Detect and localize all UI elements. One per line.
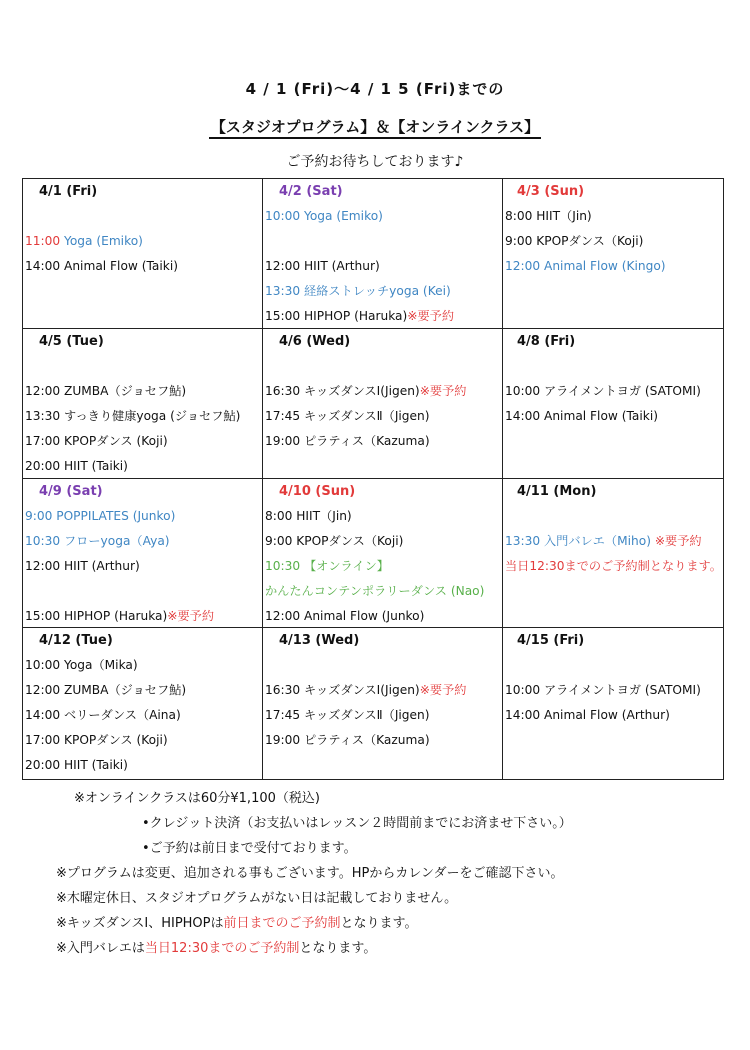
class-entry xyxy=(25,728,168,753)
class-entry xyxy=(25,504,175,529)
note-text: ※プログラムは変更、追加される事もございます。HPからカレンダーをご確認下さい。 xyxy=(56,866,564,881)
note-line xyxy=(142,811,572,836)
class-text: 13:30 経絡ストレッチyoga (Kei) xyxy=(265,284,451,298)
class-entry xyxy=(265,279,451,304)
note-text: •ご予約は前日まで受付ております。 xyxy=(142,841,357,856)
cell-date: 4/15 (Fri) xyxy=(517,633,585,648)
schedule-cell xyxy=(503,628,723,779)
class-text: 12:00 ZUMBA（ジョセフ鮎) xyxy=(25,384,187,398)
class-entry xyxy=(25,703,181,728)
class-text: 20:00 HIIT (Taiki) xyxy=(25,459,128,473)
note-line xyxy=(74,786,320,811)
note-text: となります。 xyxy=(299,941,377,956)
class-entry xyxy=(265,379,466,404)
cell-date: 4/5 (Tue) xyxy=(39,334,104,349)
cell-date: 4/13 (Wed) xyxy=(279,633,360,648)
schedule-cell xyxy=(263,628,503,779)
class-entry xyxy=(265,728,430,753)
class-entry xyxy=(505,254,666,279)
class-time: 11:00 xyxy=(25,234,61,248)
class-entry xyxy=(265,504,352,529)
cell-date: 4/10 (Sun) xyxy=(279,484,356,499)
note-text: ※入門バレエは xyxy=(56,941,145,956)
note-line xyxy=(56,936,376,961)
class-text: 9:00 KPOPダンス（Koji) xyxy=(265,534,404,548)
note-line xyxy=(142,836,357,861)
class-text: 16:30 キッズダンスⅠ(Jigen) xyxy=(265,683,420,697)
reservation-message: ご予約お待ちしております♪ xyxy=(286,154,464,170)
note-line xyxy=(56,861,564,886)
schedule-cell xyxy=(503,329,723,479)
class-text: 12:00 HIIT (Arthur) xyxy=(25,559,140,573)
schedule-table xyxy=(22,178,724,780)
class-entry xyxy=(505,678,701,703)
class-text: 10:00 Yoga (Emiko) xyxy=(265,209,383,223)
class-entry xyxy=(25,379,186,404)
page-title: 4 / 1 (Fri)～4 / 1 5 (Fri)までの xyxy=(245,80,505,98)
class-text: 8:00 HIIT（Jin) xyxy=(505,209,592,223)
class-text: 14:00 ベリーダンス（Aina) xyxy=(25,708,181,722)
note-text: ※キッズダンスⅠ、HIPHOPは xyxy=(56,916,224,931)
reservation-required-note: ※要予約 xyxy=(650,534,702,548)
cell-date: 4/11 (Mon) xyxy=(517,484,597,499)
class-text: 9:00 KPOPダンス（Koji) xyxy=(505,234,644,248)
class-text: 15:00 HIPHOP (Haruka) xyxy=(25,609,168,623)
class-entry xyxy=(25,554,140,579)
class-text: 14:00 Animal Flow (Taiki) xyxy=(505,409,658,423)
class-entry xyxy=(25,254,178,279)
class-text: 当日12:30までのご予約制となります。 xyxy=(505,559,722,573)
class-entry xyxy=(25,229,143,254)
note-text: •クレジット決済（お支払いはレッスン２時間前までにお済ませ下さい。） xyxy=(142,816,572,831)
class-text: かんたんコンテンポラリーダンス (Nao) xyxy=(265,584,485,598)
note-text: ※オンラインクラスは60分¥1,100（税込) xyxy=(74,791,320,806)
class-entry xyxy=(505,379,701,404)
class-entry xyxy=(505,229,643,254)
class-entry xyxy=(265,604,424,628)
class-entry xyxy=(505,529,702,554)
class-text: 14:00 Animal Flow (Taiki) xyxy=(25,259,178,273)
class-text: 17:45 キッズダンスⅡ（Jigen) xyxy=(265,409,430,423)
class-text: 10:30 フローyoga（Aya) xyxy=(25,534,170,548)
class-entry xyxy=(25,454,128,479)
schedule-cell xyxy=(23,329,263,479)
schedule-cell xyxy=(23,628,263,779)
class-entry xyxy=(25,404,240,429)
cell-date: 4/3 (Sun) xyxy=(517,184,585,199)
class-text: 8:00 HIIT（Jin) xyxy=(265,509,352,523)
note-text: 前日までのご予約制 xyxy=(223,916,341,931)
schedule-cell xyxy=(503,179,723,329)
schedule-cell xyxy=(503,479,723,628)
class-entry xyxy=(25,753,128,778)
note-text: となります。 xyxy=(340,916,418,931)
reservation-required-note: ※要予約 xyxy=(419,384,467,398)
class-entry xyxy=(265,404,430,429)
schedule-cell xyxy=(23,179,263,329)
class-entry xyxy=(265,204,383,229)
class-entry xyxy=(505,554,722,579)
schedule-cell xyxy=(263,179,503,329)
class-entry xyxy=(265,554,389,579)
class-text: 10:30 【オンライン】 xyxy=(265,559,389,573)
reservation-required-note: ※要予約 xyxy=(167,609,215,623)
cell-date: 4/2 (Sat) xyxy=(279,184,343,199)
note-text: ※木曜定休日、スタジオプログラムがない日は記載しておりません。 xyxy=(56,891,458,906)
class-text: 12:00 ZUMBA（ジョセフ鮎) xyxy=(25,683,187,697)
schedule-cell xyxy=(23,479,263,628)
class-text: 16:30 キッズダンスⅠ(Jigen) xyxy=(265,384,420,398)
class-text: 17:00 KPOPダンス (Koji) xyxy=(25,733,168,747)
note-text: 当日12:30までのご予約制 xyxy=(144,941,300,956)
class-entry xyxy=(25,678,186,703)
class-text: 10:00 アライメントヨガ (SATOMI) xyxy=(505,384,701,398)
class-text: Yoga (Emiko) xyxy=(60,234,143,248)
note-line xyxy=(56,911,418,936)
page-subtitle-text: 【スタジオプログラム】＆【オンラインクラス】 xyxy=(209,118,541,139)
class-text: 17:00 KPOPダンス (Koji) xyxy=(25,434,168,448)
class-entry xyxy=(25,653,138,678)
class-entry xyxy=(505,404,658,429)
class-entry xyxy=(265,678,466,703)
reservation-required-note: ※要予約 xyxy=(419,683,467,697)
class-entry xyxy=(265,254,380,279)
class-entry xyxy=(505,703,670,728)
cell-date: 4/1 (Fri) xyxy=(39,184,98,199)
class-text: 17:45 キッズダンスⅡ（Jigen) xyxy=(265,708,430,722)
class-entry xyxy=(265,429,430,454)
schedule-cell xyxy=(263,329,503,479)
class-text: 19:00 ピラティス（Kazuma) xyxy=(265,733,430,747)
class-text: 10:00 Yoga（Mika) xyxy=(25,658,138,672)
class-entry xyxy=(505,204,592,229)
class-text: 12:00 HIIT (Arthur) xyxy=(265,259,380,273)
class-entry xyxy=(265,304,454,329)
cell-date: 4/8 (Fri) xyxy=(517,334,576,349)
class-text: 14:00 Animal Flow (Arthur) xyxy=(505,708,670,722)
note-line xyxy=(56,886,457,911)
class-text: 9:00 POPPILATES (Junko) xyxy=(25,509,176,523)
class-text: 13:30 入門バレエ（Miho) xyxy=(505,534,651,548)
schedule-cell xyxy=(263,479,503,628)
class-text: 13:30 すっきり健康yoga (ジョセフ鮎) xyxy=(25,409,241,423)
reservation-required-note: ※要予約 xyxy=(407,309,455,323)
cell-date: 4/6 (Wed) xyxy=(279,334,351,349)
class-entry xyxy=(25,429,168,454)
class-entry xyxy=(265,529,403,554)
class-text: 19:00 ピラティス（Kazuma) xyxy=(265,434,430,448)
class-entry xyxy=(25,604,214,628)
class-text: 10:00 アライメントヨガ (SATOMI) xyxy=(505,683,701,697)
class-entry xyxy=(25,529,170,554)
class-text: 15:00 HIPHOP (Haruka) xyxy=(265,309,408,323)
class-text: 20:00 HIIT (Taiki) xyxy=(25,758,128,772)
page-subtitle xyxy=(0,116,750,137)
cell-date: 4/12 (Tue) xyxy=(39,633,113,648)
class-text: 12:00 Animal Flow (Kingo) xyxy=(505,259,666,273)
cell-date: 4/9 (Sat) xyxy=(39,484,103,499)
class-entry xyxy=(265,703,430,728)
class-text: 12:00 Animal Flow (Junko) xyxy=(265,609,425,623)
class-entry xyxy=(265,579,484,604)
